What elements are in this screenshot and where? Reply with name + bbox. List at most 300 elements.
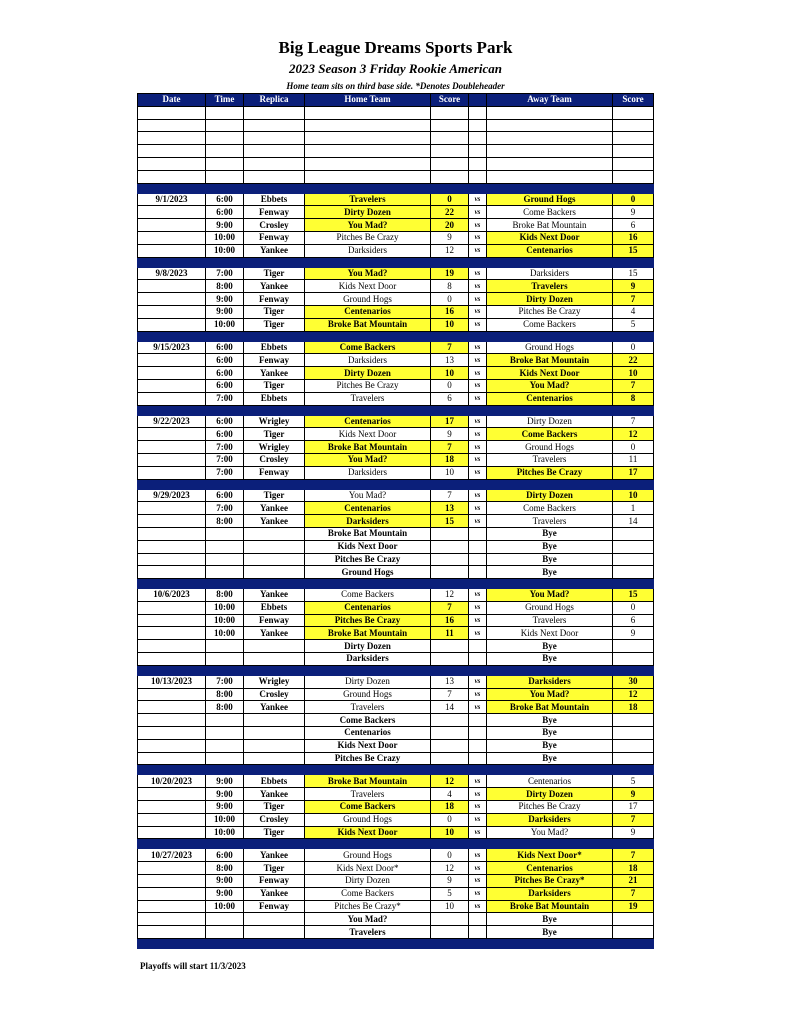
- separator-cell: [431, 939, 469, 949]
- away-score-cell: [613, 527, 654, 540]
- replica-cell: Ebbets: [244, 392, 305, 405]
- blank-cell: [206, 145, 244, 158]
- time-cell: 8:00: [206, 862, 244, 875]
- away-team-cell: Travelers: [487, 453, 613, 466]
- page-title: Big League Dreams Sports Park: [278, 38, 513, 57]
- date-cell: [138, 367, 206, 380]
- week-separator: [138, 765, 654, 775]
- home-score-cell: [431, 913, 469, 926]
- replica-cell: Fenway: [244, 466, 305, 479]
- date-cell: [138, 466, 206, 479]
- table-row: [138, 701, 654, 714]
- home-score-cell: 7: [431, 441, 469, 454]
- away-score-cell: 6: [613, 614, 654, 627]
- home-team-cell: Darksiders: [305, 515, 431, 528]
- away-team-cell: Bye: [487, 540, 613, 553]
- blank-cell: [613, 106, 654, 119]
- replica-cell: Yankee: [244, 280, 305, 293]
- home-team-cell: Travelers: [305, 926, 431, 939]
- table-row: [138, 752, 654, 765]
- away-team-cell: Come Backers: [487, 428, 613, 441]
- table-row: [138, 801, 654, 814]
- replica-cell: Tiger: [244, 305, 305, 318]
- home-team-cell: Ground Hogs: [305, 566, 431, 579]
- away-score-cell: 0: [613, 341, 654, 354]
- separator-cell: [138, 839, 206, 849]
- home-team-cell: Darksiders: [305, 244, 431, 257]
- separator-cell: [613, 257, 654, 267]
- away-team-cell: Dirty Dozen: [487, 293, 613, 306]
- date-cell: [138, 752, 206, 765]
- replica-cell: [244, 926, 305, 939]
- vs-cell: [469, 640, 487, 653]
- away-score-cell: 10: [613, 489, 654, 502]
- replica-cell: Yankee: [244, 367, 305, 380]
- away-team-cell: Centenarios: [487, 775, 613, 788]
- time-cell: 7:00: [206, 392, 244, 405]
- replica-cell: [244, 739, 305, 752]
- date-cell: [138, 293, 206, 306]
- separator-cell: [431, 183, 469, 193]
- replica-cell: Tiger: [244, 862, 305, 875]
- blank-cell: [244, 145, 305, 158]
- home-score-cell: 12: [431, 775, 469, 788]
- separator-cell: [244, 939, 305, 949]
- replica-cell: Tiger: [244, 379, 305, 392]
- blank-cell: [469, 119, 487, 132]
- home-team-cell: Pitches Be Crazy: [305, 614, 431, 627]
- separator-cell: [206, 765, 244, 775]
- vs-cell: vs: [469, 801, 487, 814]
- away-score-cell: 7: [613, 415, 654, 428]
- away-team-cell: Bye: [487, 653, 613, 666]
- separator-cell: [469, 479, 487, 489]
- time-cell: 9:00: [206, 293, 244, 306]
- separator-cell: [469, 839, 487, 849]
- home-team-cell: Darksiders: [305, 466, 431, 479]
- home-score-cell: 7: [431, 601, 469, 614]
- replica-cell: Yankee: [244, 887, 305, 900]
- home-team-cell: Ground Hogs: [305, 688, 431, 701]
- date-cell: [138, 627, 206, 640]
- table-row: [138, 540, 654, 553]
- vs-cell: vs: [469, 875, 487, 888]
- vs-cell: vs: [469, 193, 487, 206]
- home-team-cell: Centenarios: [305, 601, 431, 614]
- vs-cell: vs: [469, 900, 487, 913]
- vs-cell: vs: [469, 318, 487, 331]
- vs-cell: vs: [469, 589, 487, 602]
- table-row: [138, 627, 654, 640]
- replica-cell: Crosley: [244, 813, 305, 826]
- separator-cell: [469, 579, 487, 589]
- home-score-cell: 14: [431, 701, 469, 714]
- replica-cell: Wrigley: [244, 441, 305, 454]
- blank-cell: [613, 170, 654, 183]
- home-team-cell: Travelers: [305, 788, 431, 801]
- table-row: [138, 354, 654, 367]
- time-cell: [206, 913, 244, 926]
- date-cell: [138, 280, 206, 293]
- away-score-cell: 9: [613, 826, 654, 839]
- home-score-cell: 4: [431, 788, 469, 801]
- home-team-cell: Dirty Dozen: [305, 367, 431, 380]
- blank-cell: [244, 132, 305, 145]
- away-team-cell: Pitches Be Crazy*: [487, 875, 613, 888]
- time-cell: 9:00: [206, 305, 244, 318]
- home-team-cell: Centenarios: [305, 415, 431, 428]
- blank-cell: [305, 132, 431, 145]
- separator-cell: [244, 183, 305, 193]
- time-cell: 9:00: [206, 887, 244, 900]
- separator-cell: [244, 331, 305, 341]
- away-score-cell: 14: [613, 515, 654, 528]
- separator-cell: [613, 479, 654, 489]
- time-cell: [206, 714, 244, 727]
- table-row: [138, 527, 654, 540]
- blank-cell: [469, 145, 487, 158]
- replica-cell: Tiger: [244, 489, 305, 502]
- table-row: [138, 441, 654, 454]
- away-score-cell: 17: [613, 466, 654, 479]
- home-score-cell: [431, 527, 469, 540]
- home-score-cell: 10: [431, 900, 469, 913]
- blank-cell: [305, 119, 431, 132]
- replica-cell: Yankee: [244, 515, 305, 528]
- separator-cell: [244, 579, 305, 589]
- vs-cell: vs: [469, 627, 487, 640]
- table-row: [138, 231, 654, 244]
- away-score-cell: 15: [613, 267, 654, 280]
- replica-cell: Yankee: [244, 244, 305, 257]
- date-cell: [138, 640, 206, 653]
- date-cell: [138, 318, 206, 331]
- blank-cell: [487, 132, 613, 145]
- separator-cell: [206, 183, 244, 193]
- separator-cell: [613, 939, 654, 949]
- home-team-cell: Broke Bat Mountain: [305, 775, 431, 788]
- schedule-table: [137, 93, 654, 949]
- home-team-cell: Kids Next Door: [305, 280, 431, 293]
- table-row: [138, 653, 654, 666]
- home-score-cell: [431, 926, 469, 939]
- home-score-cell: 0: [431, 293, 469, 306]
- separator-cell: [138, 579, 206, 589]
- away-team-cell: Pitches Be Crazy: [487, 466, 613, 479]
- home-team-cell: Travelers: [305, 701, 431, 714]
- blank-cell: [431, 119, 469, 132]
- vs-cell: [469, 653, 487, 666]
- time-cell: [206, 566, 244, 579]
- date-cell: [138, 862, 206, 875]
- time-cell: 9:00: [206, 801, 244, 814]
- table-row: [138, 887, 654, 900]
- time-cell: [206, 926, 244, 939]
- home-score-cell: [431, 727, 469, 740]
- away-score-cell: 10: [613, 367, 654, 380]
- blank-cell: [138, 157, 206, 170]
- replica-cell: Fenway: [244, 206, 305, 219]
- home-score-cell: 12: [431, 862, 469, 875]
- date-cell: [138, 900, 206, 913]
- home-score-cell: [431, 640, 469, 653]
- replica-cell: [244, 553, 305, 566]
- away-score-cell: [613, 739, 654, 752]
- separator-cell: [469, 765, 487, 775]
- separator-cell: [138, 479, 206, 489]
- blank-cell: [206, 132, 244, 145]
- replica-cell: Fenway: [244, 354, 305, 367]
- home-score-cell: 11: [431, 627, 469, 640]
- home-score-cell: 13: [431, 675, 469, 688]
- separator-cell: [138, 405, 206, 415]
- time-cell: 10:00: [206, 231, 244, 244]
- separator-cell: [305, 405, 431, 415]
- separator-cell: [469, 257, 487, 267]
- away-team-cell: Bye: [487, 727, 613, 740]
- home-team-cell: Travelers: [305, 392, 431, 405]
- home-team-cell: You Mad?: [305, 267, 431, 280]
- away-team-cell: Come Backers: [487, 318, 613, 331]
- vs-cell: vs: [469, 305, 487, 318]
- date-cell: [138, 739, 206, 752]
- away-score-cell: 5: [613, 775, 654, 788]
- separator-cell: [305, 665, 431, 675]
- vs-cell: vs: [469, 379, 487, 392]
- replica-cell: Crosley: [244, 688, 305, 701]
- blank-cell: [469, 157, 487, 170]
- vs-cell: vs: [469, 428, 487, 441]
- table-row: [138, 862, 654, 875]
- replica-cell: [244, 653, 305, 666]
- table-row: [138, 318, 654, 331]
- separator-cell: [487, 839, 613, 849]
- time-cell: 10:00: [206, 627, 244, 640]
- separator-cell: [487, 331, 613, 341]
- table-row: [138, 453, 654, 466]
- time-cell: 8:00: [206, 688, 244, 701]
- replica-cell: Yankee: [244, 627, 305, 640]
- vs-cell: [469, 913, 487, 926]
- home-team-cell: Dirty Dozen: [305, 640, 431, 653]
- time-cell: 8:00: [206, 280, 244, 293]
- away-score-cell: 30: [613, 675, 654, 688]
- page-subtitle: 2023 Season 3 Friday Rookie American: [289, 61, 502, 76]
- table-row: [138, 267, 654, 280]
- table-row: [138, 341, 654, 354]
- separator-cell: [305, 479, 431, 489]
- time-cell: 6:00: [206, 489, 244, 502]
- home-team-cell: Kids Next Door*: [305, 862, 431, 875]
- time-cell: 6:00: [206, 367, 244, 380]
- away-score-cell: 7: [613, 887, 654, 900]
- replica-cell: Fenway: [244, 900, 305, 913]
- table-row: [138, 219, 654, 232]
- home-score-cell: 5: [431, 887, 469, 900]
- home-score-cell: 15: [431, 515, 469, 528]
- table-row: [138, 849, 654, 862]
- blank-cell: [138, 132, 206, 145]
- separator-cell: [487, 939, 613, 949]
- separator-cell: [206, 479, 244, 489]
- date-cell: [138, 566, 206, 579]
- separator-cell: [244, 479, 305, 489]
- time-cell: [206, 640, 244, 653]
- replica-cell: Ebbets: [244, 193, 305, 206]
- replica-cell: Fenway: [244, 293, 305, 306]
- home-team-cell: Pitches Be Crazy: [305, 553, 431, 566]
- table-row: [138, 875, 654, 888]
- separator-cell: [469, 939, 487, 949]
- home-team-cell: Centenarios: [305, 727, 431, 740]
- separator-cell: [487, 665, 613, 675]
- home-score-cell: 7: [431, 688, 469, 701]
- home-score-cell: 16: [431, 305, 469, 318]
- away-score-cell: 17: [613, 801, 654, 814]
- time-cell: 10:00: [206, 244, 244, 257]
- home-score-cell: [431, 540, 469, 553]
- away-team-cell: Broke Bat Mountain: [487, 219, 613, 232]
- home-team-cell: Dirty Dozen: [305, 875, 431, 888]
- table-row: [138, 826, 654, 839]
- table-row: [138, 502, 654, 515]
- separator-cell: [244, 405, 305, 415]
- replica-cell: Tiger: [244, 428, 305, 441]
- time-cell: 6:00: [206, 193, 244, 206]
- vs-cell: vs: [469, 466, 487, 479]
- replica-cell: [244, 640, 305, 653]
- separator-cell: [305, 839, 431, 849]
- home-team-cell: Kids Next Door: [305, 540, 431, 553]
- separator-cell: [244, 665, 305, 675]
- replica-cell: Tiger: [244, 826, 305, 839]
- table-row: [138, 788, 654, 801]
- separator-cell: [206, 939, 244, 949]
- date-cell: 10/27/2023: [138, 849, 206, 862]
- date-cell: 9/22/2023: [138, 415, 206, 428]
- date-cell: 9/15/2023: [138, 341, 206, 354]
- replica-cell: [244, 566, 305, 579]
- week-separator: [138, 257, 654, 267]
- separator-cell: [431, 665, 469, 675]
- away-team-cell: Bye: [487, 553, 613, 566]
- home-team-cell: Pitches Be Crazy*: [305, 900, 431, 913]
- header-home-score: Score: [431, 94, 469, 107]
- away-score-cell: 18: [613, 701, 654, 714]
- home-score-cell: 0: [431, 849, 469, 862]
- blank-cell: [431, 106, 469, 119]
- date-cell: [138, 206, 206, 219]
- home-score-cell: 9: [431, 875, 469, 888]
- separator-cell: [244, 765, 305, 775]
- away-score-cell: 15: [613, 589, 654, 602]
- replica-cell: Crosley: [244, 453, 305, 466]
- home-score-cell: 10: [431, 367, 469, 380]
- replica-cell: Crosley: [244, 219, 305, 232]
- vs-cell: vs: [469, 614, 487, 627]
- date-cell: [138, 788, 206, 801]
- home-score-cell: 8: [431, 280, 469, 293]
- time-cell: [206, 739, 244, 752]
- header-date: Date: [138, 94, 206, 107]
- header-time: Time: [206, 94, 244, 107]
- table-row: [138, 280, 654, 293]
- vs-cell: vs: [469, 341, 487, 354]
- table-row: [138, 675, 654, 688]
- date-cell: [138, 392, 206, 405]
- replica-cell: Yankee: [244, 788, 305, 801]
- separator-cell: [305, 183, 431, 193]
- separator-cell: [305, 765, 431, 775]
- home-team-cell: Kids Next Door: [305, 739, 431, 752]
- date-cell: [138, 801, 206, 814]
- home-score-cell: 22: [431, 206, 469, 219]
- schedule-body: [138, 106, 654, 948]
- away-team-cell: Dirty Dozen: [487, 489, 613, 502]
- home-team-cell: Dirty Dozen: [305, 675, 431, 688]
- away-team-cell: Ground Hogs: [487, 193, 613, 206]
- separator-cell: [487, 183, 613, 193]
- blank-row: [138, 157, 654, 170]
- table-row: [138, 515, 654, 528]
- away-team-cell: Centenarios: [487, 392, 613, 405]
- table-row: [138, 614, 654, 627]
- away-score-cell: 0: [613, 601, 654, 614]
- vs-cell: vs: [469, 601, 487, 614]
- home-team-cell: Pitches Be Crazy: [305, 379, 431, 392]
- vs-cell: [469, 553, 487, 566]
- time-cell: 6:00: [206, 206, 244, 219]
- separator-cell: [487, 479, 613, 489]
- separator-cell: [138, 665, 206, 675]
- table-row: [138, 739, 654, 752]
- away-team-cell: Travelers: [487, 515, 613, 528]
- away-score-cell: [613, 566, 654, 579]
- blank-cell: [206, 170, 244, 183]
- date-cell: [138, 553, 206, 566]
- blank-cell: [305, 106, 431, 119]
- vs-cell: vs: [469, 244, 487, 257]
- date-cell: 10/6/2023: [138, 589, 206, 602]
- away-score-cell: [613, 653, 654, 666]
- date-cell: [138, 926, 206, 939]
- away-team-cell: Bye: [487, 926, 613, 939]
- table-row: [138, 367, 654, 380]
- replica-cell: Yankee: [244, 502, 305, 515]
- replica-cell: Fenway: [244, 614, 305, 627]
- time-cell: 9:00: [206, 788, 244, 801]
- week-separator: [138, 331, 654, 341]
- home-score-cell: [431, 714, 469, 727]
- home-team-cell: Come Backers: [305, 887, 431, 900]
- home-score-cell: 9: [431, 428, 469, 441]
- vs-cell: vs: [469, 293, 487, 306]
- table-row: [138, 714, 654, 727]
- separator-cell: [138, 939, 206, 949]
- vs-cell: vs: [469, 775, 487, 788]
- away-score-cell: [613, 913, 654, 926]
- table-row: [138, 206, 654, 219]
- time-cell: 6:00: [206, 849, 244, 862]
- away-score-cell: 22: [613, 354, 654, 367]
- home-team-cell: Ground Hogs: [305, 849, 431, 862]
- away-score-cell: 5: [613, 318, 654, 331]
- home-team-cell: Broke Bat Mountain: [305, 441, 431, 454]
- away-score-cell: 7: [613, 379, 654, 392]
- time-cell: 9:00: [206, 775, 244, 788]
- date-cell: [138, 502, 206, 515]
- replica-cell: Wrigley: [244, 415, 305, 428]
